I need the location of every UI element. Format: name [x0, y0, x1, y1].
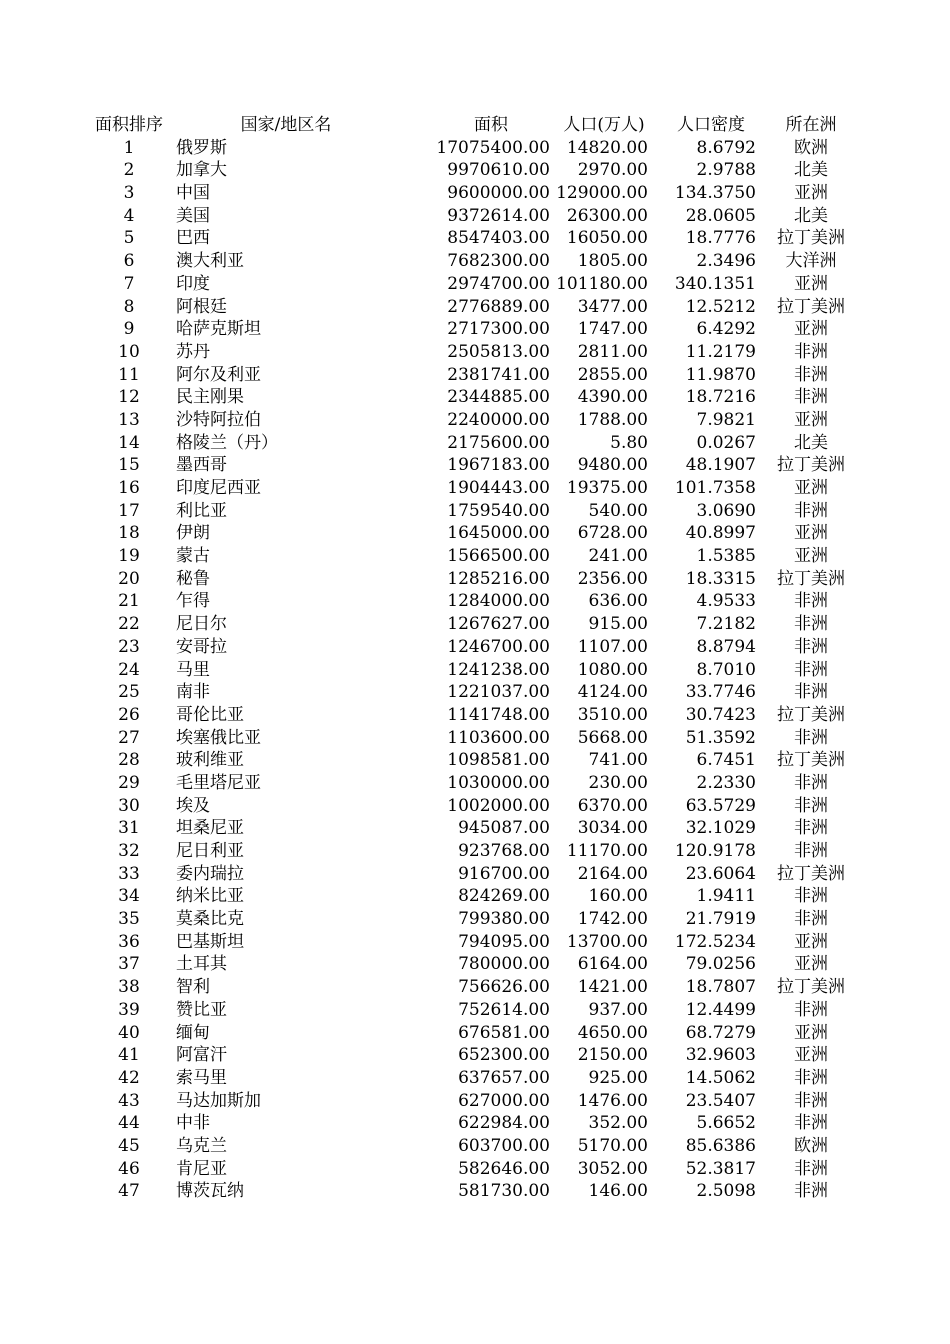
- cell-continent: 非洲: [794, 682, 828, 703]
- cell-name: 巴西: [176, 228, 210, 249]
- cell-area: 2974700.00: [447, 273, 550, 294]
- cell-rank: 2: [123, 160, 135, 181]
- cell-population: 3034.00: [577, 818, 648, 839]
- cell-name: 哥伦比亚: [176, 704, 244, 725]
- cell-population: 13700.00: [566, 931, 648, 952]
- cell-name: 玻利维亚: [176, 750, 244, 771]
- cell-population: 1476.00: [577, 1090, 648, 1111]
- cell-rank: 35: [118, 909, 140, 930]
- cell-area: 923768.00: [458, 841, 550, 861]
- cell-population: 636.00: [588, 591, 648, 612]
- cell-rank: 13: [118, 409, 140, 430]
- cell-density: 6.4292: [696, 319, 756, 340]
- cell-area: 2344885.00: [447, 387, 550, 408]
- cell-area: 9970610.00: [447, 160, 550, 181]
- cell-continent: 非洲: [794, 591, 828, 612]
- cell-continent: 欧洲: [794, 1135, 828, 1156]
- cell-area: 1967183.00: [447, 455, 550, 476]
- cell-population: 2356.00: [577, 568, 648, 589]
- cell-population: 3510.00: [577, 704, 648, 725]
- cell-population: 937.00: [588, 999, 648, 1020]
- cell-rank: 10: [118, 341, 140, 362]
- cell-area: 752614.00: [458, 999, 550, 1020]
- cell-density: 85.6386: [685, 1135, 756, 1156]
- cell-name: 民主刚果: [176, 387, 244, 408]
- cell-name: 中国: [176, 183, 210, 204]
- cell-population: 146.00: [588, 1181, 648, 1202]
- cell-population: 160.00: [588, 886, 648, 907]
- cell-rank: 5: [123, 228, 135, 249]
- cell-continent: 非洲: [794, 795, 828, 816]
- cell-name: 安哥拉: [176, 636, 227, 657]
- cell-continent: 拉丁美洲: [777, 704, 845, 725]
- cell-density: 33.7746: [685, 682, 756, 703]
- cell-rank: 1: [123, 137, 135, 158]
- cell-rank: 37: [118, 954, 140, 975]
- cell-population: 3052.00: [577, 1158, 648, 1179]
- cell-population: 741.00: [588, 750, 648, 771]
- cell-density: 2.9788: [696, 160, 756, 181]
- header-rank: 面积排序: [95, 115, 163, 135]
- cell-rank: 27: [118, 727, 140, 748]
- cell-name: 美国: [176, 205, 210, 226]
- cell-area: 652300.00: [458, 1045, 550, 1066]
- cell-density: 3.0690: [696, 500, 756, 521]
- cell-density: 12.5212: [685, 296, 756, 317]
- cell-continent: 拉丁美洲: [777, 455, 845, 476]
- cell-name: 苏丹: [176, 341, 210, 362]
- cell-continent: 亚洲: [794, 931, 828, 952]
- cell-continent: 拉丁美洲: [777, 977, 845, 998]
- cell-continent: 亚洲: [794, 273, 828, 294]
- header-population: 人口(万人): [563, 115, 645, 135]
- cell-density: 6.7451: [696, 750, 756, 771]
- cell-rank: 9: [123, 319, 135, 340]
- cell-density: 32.9603: [685, 1045, 756, 1066]
- cell-continent: 非洲: [794, 772, 828, 793]
- cell-density: 8.6792: [696, 137, 756, 158]
- cell-density: 8.7010: [696, 659, 756, 680]
- cell-rank: 7: [123, 273, 135, 294]
- cell-continent: 亚洲: [794, 1022, 828, 1043]
- cell-continent: 非洲: [794, 1090, 828, 1111]
- cell-area: 676581.00: [458, 1022, 550, 1043]
- cell-rank: 36: [118, 931, 140, 952]
- cell-area: 2717300.00: [447, 319, 550, 340]
- cell-population: 1421.00: [577, 977, 648, 998]
- cell-area: 2175600.00: [447, 432, 550, 453]
- cell-area: 582646.00: [458, 1158, 550, 1179]
- cell-area: 2776889.00: [447, 296, 550, 317]
- cell-continent: 非洲: [794, 636, 828, 657]
- cell-density: 18.7776: [685, 228, 756, 249]
- cell-name: 马达加斯加: [176, 1090, 261, 1111]
- cell-continent: 欧洲: [794, 137, 828, 158]
- cell-rank: 46: [118, 1158, 140, 1179]
- cell-continent: 非洲: [794, 1067, 828, 1088]
- cell-population: 5170.00: [577, 1135, 648, 1156]
- cell-name: 博茨瓦纳: [176, 1181, 244, 1202]
- header-name: 国家/地区名: [240, 115, 332, 135]
- cell-density: 68.7279: [685, 1022, 756, 1043]
- cell-continent: 亚洲: [794, 523, 828, 544]
- cell-area: 17075400.00: [436, 137, 550, 158]
- cell-name: 马里: [176, 659, 210, 680]
- cell-continent: 拉丁美洲: [777, 568, 845, 589]
- cell-population: 1080.00: [577, 659, 648, 680]
- cell-rank: 44: [118, 1113, 140, 1134]
- cell-population: 5.80: [610, 432, 648, 453]
- cell-continent: 非洲: [794, 659, 828, 680]
- cell-rank: 8: [123, 296, 135, 317]
- cell-population: 1747.00: [577, 319, 648, 340]
- cell-population: 4650.00: [577, 1022, 648, 1043]
- cell-density: 340.1351: [674, 273, 756, 294]
- cell-area: 7682300.00: [447, 251, 550, 272]
- cell-area: 1141748.00: [447, 704, 550, 725]
- cell-population: 925.00: [588, 1067, 648, 1088]
- cell-density: 8.8794: [696, 636, 756, 657]
- cell-density: 11.9870: [685, 364, 756, 385]
- cell-area: 1002000.00: [447, 795, 550, 816]
- cell-rank: 47: [118, 1181, 140, 1202]
- cell-population: 19375.00: [566, 478, 648, 498]
- cell-continent: 亚洲: [794, 183, 828, 204]
- cell-population: 4390.00: [577, 387, 648, 408]
- cell-density: 101.7358: [674, 478, 756, 498]
- cell-continent: 拉丁美洲: [777, 750, 845, 771]
- cell-area: 780000.00: [458, 954, 550, 975]
- cell-area: 799380.00: [458, 909, 550, 930]
- cell-population: 129000.00: [556, 183, 648, 204]
- cell-population: 2811.00: [577, 341, 648, 362]
- cell-density: 32.1029: [685, 818, 756, 839]
- cell-rank: 45: [118, 1135, 140, 1156]
- cell-population: 540.00: [588, 500, 648, 521]
- cell-rank: 17: [118, 500, 140, 521]
- cell-rank: 6: [123, 251, 135, 272]
- cell-population: 1805.00: [577, 251, 648, 272]
- cell-population: 6728.00: [577, 523, 648, 544]
- cell-area: 1103600.00: [447, 727, 550, 748]
- cell-rank: 30: [118, 795, 140, 816]
- cell-name: 伊朗: [176, 523, 210, 544]
- cell-density: 18.7216: [685, 387, 756, 408]
- cell-continent: 亚洲: [794, 1045, 828, 1066]
- cell-name: 莫桑比克: [176, 909, 244, 930]
- cell-area: 1267627.00: [447, 614, 550, 635]
- cell-continent: 非洲: [794, 1113, 828, 1134]
- cell-name: 尼日利亚: [176, 841, 244, 861]
- cell-population: 915.00: [588, 614, 648, 635]
- cell-continent: 非洲: [794, 341, 828, 362]
- cell-name: 纳米比亚: [176, 886, 244, 907]
- cell-area: 2381741.00: [447, 364, 550, 385]
- cell-name: 阿尔及利亚: [176, 364, 261, 385]
- cell-area: 622984.00: [458, 1113, 550, 1134]
- cell-area: 637657.00: [458, 1067, 550, 1088]
- cell-rank: 40: [118, 1022, 140, 1043]
- cell-density: 2.3496: [696, 251, 756, 272]
- cell-density: 30.7423: [685, 704, 756, 725]
- cell-rank: 31: [118, 818, 140, 839]
- cell-area: 1285216.00: [447, 568, 550, 589]
- cell-name: 土耳其: [176, 954, 227, 975]
- cell-continent: 非洲: [794, 614, 828, 635]
- cell-continent: 大洋洲: [785, 251, 837, 272]
- cell-area: 1284000.00: [447, 591, 550, 612]
- cell-continent: 亚洲: [794, 478, 828, 498]
- cell-population: 14820.00: [566, 137, 648, 158]
- cell-density: 51.3592: [685, 727, 756, 748]
- cell-area: 9600000.00: [447, 183, 550, 204]
- cell-name: 肯尼亚: [176, 1158, 227, 1179]
- cell-name: 印度: [176, 273, 210, 294]
- cell-name: 秘鲁: [176, 568, 210, 589]
- cell-population: 9480.00: [577, 455, 648, 476]
- cell-density: 7.9821: [696, 409, 756, 430]
- cell-rank: 41: [118, 1045, 140, 1066]
- cell-rank: 21: [118, 591, 140, 612]
- cell-name: 格陵兰（丹）: [176, 432, 278, 453]
- cell-name: 缅甸: [176, 1022, 210, 1043]
- cell-population: 101180.00: [556, 273, 648, 294]
- cell-population: 241.00: [588, 546, 648, 567]
- cell-continent: 北美: [794, 432, 828, 453]
- cell-continent: 非洲: [794, 500, 828, 521]
- cell-name: 澳大利亚: [176, 251, 244, 272]
- cell-name: 乌克兰: [176, 1135, 227, 1156]
- cell-area: 1241238.00: [447, 659, 550, 680]
- cell-area: 756626.00: [458, 977, 550, 998]
- cell-continent: 亚洲: [794, 546, 828, 567]
- cell-population: 6370.00: [577, 795, 648, 816]
- cell-area: 8547403.00: [447, 228, 550, 249]
- cell-rank: 42: [118, 1067, 140, 1088]
- cell-density: 120.9178: [674, 841, 756, 861]
- cell-rank: 15: [118, 455, 140, 476]
- cell-population: 6164.00: [577, 954, 648, 975]
- cell-density: 21.7919: [685, 909, 756, 930]
- cell-rank: 16: [118, 478, 140, 498]
- cell-rank: 19: [118, 546, 140, 567]
- cell-name: 南非: [176, 682, 210, 703]
- cell-area: 1759540.00: [447, 500, 550, 521]
- cell-density: 11.2179: [685, 341, 756, 362]
- cell-name: 中非: [176, 1113, 210, 1134]
- cell-rank: 3: [123, 183, 135, 204]
- cell-population: 2855.00: [577, 364, 648, 385]
- cell-rank: 11: [118, 364, 140, 385]
- cell-name: 加拿大: [176, 160, 227, 181]
- cell-rank: 34: [118, 886, 140, 907]
- cell-name: 乍得: [176, 591, 210, 612]
- cell-area: 627000.00: [458, 1090, 550, 1111]
- cell-continent: 非洲: [794, 818, 828, 839]
- cell-continent: 非洲: [794, 841, 828, 861]
- cell-area: 2240000.00: [447, 409, 550, 430]
- cell-rank: 32: [118, 841, 140, 861]
- cell-density: 1.5385: [696, 546, 756, 567]
- cell-area: 9372614.00: [447, 205, 550, 226]
- cell-name: 蒙古: [176, 546, 210, 567]
- header-continent: 所在洲: [785, 115, 837, 135]
- cell-continent: 非洲: [794, 727, 828, 748]
- cell-area: 603700.00: [458, 1135, 550, 1156]
- cell-density: 0.0267: [696, 432, 756, 453]
- cell-continent: 非洲: [794, 999, 828, 1020]
- cell-density: 28.0605: [685, 205, 756, 226]
- cell-name: 尼日尔: [176, 614, 227, 635]
- cell-density: 12.4499: [685, 999, 756, 1020]
- cell-name: 俄罗斯: [176, 137, 227, 158]
- cell-area: 1246700.00: [447, 636, 550, 657]
- cell-density: 7.2182: [696, 614, 756, 635]
- cell-population: 1788.00: [577, 409, 648, 430]
- cell-population: 2150.00: [577, 1045, 648, 1066]
- cell-rank: 12: [118, 387, 140, 408]
- cell-area: 1566500.00: [447, 546, 550, 567]
- cell-density: 2.2330: [696, 772, 756, 793]
- cell-name: 委内瑞拉: [176, 863, 244, 884]
- cell-density: 5.6652: [696, 1113, 756, 1134]
- cell-continent: 亚洲: [794, 319, 828, 340]
- cell-density: 52.3817: [685, 1158, 756, 1179]
- cell-population: 16050.00: [566, 228, 648, 249]
- cell-continent: 非洲: [794, 909, 828, 930]
- cell-name: 坦桑尼亚: [176, 818, 244, 839]
- cell-population: 26300.00: [566, 205, 648, 226]
- cell-name: 印度尼西亚: [176, 478, 261, 498]
- cell-rank: 39: [118, 999, 140, 1020]
- cell-rank: 22: [118, 614, 140, 635]
- cell-rank: 43: [118, 1090, 140, 1111]
- cell-name: 赞比亚: [176, 999, 227, 1020]
- cell-continent: 拉丁美洲: [777, 863, 845, 884]
- cell-name: 阿富汗: [176, 1045, 227, 1066]
- cell-continent: 非洲: [794, 387, 828, 408]
- cell-density: 2.5098: [696, 1181, 756, 1202]
- cell-name: 埃及: [176, 795, 210, 816]
- cell-name: 索马里: [176, 1067, 227, 1088]
- cell-continent: 非洲: [794, 886, 828, 907]
- cell-area: 1098581.00: [447, 750, 550, 771]
- cell-area: 824269.00: [458, 886, 550, 907]
- cell-density: 63.5729: [685, 795, 756, 816]
- cell-density: 48.1907: [685, 455, 756, 476]
- cell-population: 5668.00: [577, 727, 648, 748]
- cell-area: 581730.00: [458, 1181, 550, 1202]
- header-area: 面积: [474, 115, 508, 135]
- cell-rank: 4: [123, 205, 135, 226]
- cell-continent: 非洲: [794, 1181, 828, 1202]
- cell-area: 1645000.00: [447, 523, 550, 544]
- cell-name: 沙特阿拉伯: [176, 409, 261, 430]
- cell-density: 1.9411: [696, 886, 756, 907]
- cell-rank: 23: [118, 636, 140, 657]
- cell-area: 1904443.00: [447, 478, 550, 498]
- cell-population: 4124.00: [577, 682, 648, 703]
- cell-continent: 拉丁美洲: [777, 296, 845, 317]
- cell-density: 79.0256: [685, 954, 756, 975]
- cell-population: 1107.00: [577, 636, 648, 657]
- cell-rank: 25: [118, 682, 140, 703]
- cell-area: 945087.00: [458, 818, 550, 839]
- cell-continent: 亚洲: [794, 954, 828, 975]
- cell-population: 11170.00: [566, 841, 648, 861]
- cell-continent: 北美: [794, 160, 828, 181]
- cell-name: 阿根廷: [176, 296, 227, 317]
- cell-continent: 非洲: [794, 364, 828, 385]
- cell-density: 18.7807: [685, 977, 756, 998]
- cell-area: 1221037.00: [447, 682, 550, 703]
- cell-density: 4.9533: [696, 591, 756, 612]
- cell-population: 230.00: [588, 772, 648, 793]
- cell-name: 智利: [176, 977, 210, 998]
- cell-rank: 20: [118, 568, 140, 589]
- cell-name: 利比亚: [176, 500, 227, 521]
- cell-density: 23.5407: [685, 1090, 756, 1111]
- cell-density: 18.3315: [685, 568, 756, 589]
- cell-rank: 18: [118, 523, 140, 544]
- cell-population: 352.00: [588, 1113, 648, 1134]
- cell-rank: 26: [118, 704, 140, 725]
- cell-area: 2505813.00: [447, 341, 550, 362]
- cell-population: 1742.00: [577, 909, 648, 930]
- cell-continent: 拉丁美洲: [777, 228, 845, 249]
- cell-rank: 24: [118, 659, 140, 680]
- cell-area: 1030000.00: [447, 772, 550, 793]
- cell-name: 墨西哥: [176, 455, 227, 476]
- cell-population: 2970.00: [577, 160, 648, 181]
- cell-area: 916700.00: [458, 863, 550, 884]
- cell-area: 794095.00: [458, 931, 550, 952]
- cell-name: 毛里塔尼亚: [176, 772, 261, 793]
- cell-population: 2164.00: [577, 863, 648, 884]
- cell-density: 134.3750: [674, 183, 756, 204]
- header-density: 人口密度: [677, 115, 745, 135]
- cell-rank: 38: [118, 977, 140, 998]
- cell-continent: 北美: [794, 205, 828, 226]
- cell-continent: 非洲: [794, 1158, 828, 1179]
- cell-rank: 29: [118, 772, 140, 793]
- cell-density: 23.6064: [685, 863, 756, 884]
- cell-density: 40.8997: [685, 523, 756, 544]
- cell-rank: 14: [118, 432, 140, 453]
- cell-rank: 28: [118, 750, 140, 771]
- cell-name: 埃塞俄比亚: [176, 727, 261, 748]
- cell-name: 巴基斯坦: [176, 931, 244, 952]
- cell-density: 172.5234: [674, 931, 756, 952]
- cell-density: 14.5062: [685, 1067, 756, 1088]
- cell-rank: 33: [118, 863, 140, 884]
- cell-population: 3477.00: [577, 296, 648, 317]
- cell-continent: 亚洲: [794, 409, 828, 430]
- cell-name: 哈萨克斯坦: [176, 319, 261, 340]
